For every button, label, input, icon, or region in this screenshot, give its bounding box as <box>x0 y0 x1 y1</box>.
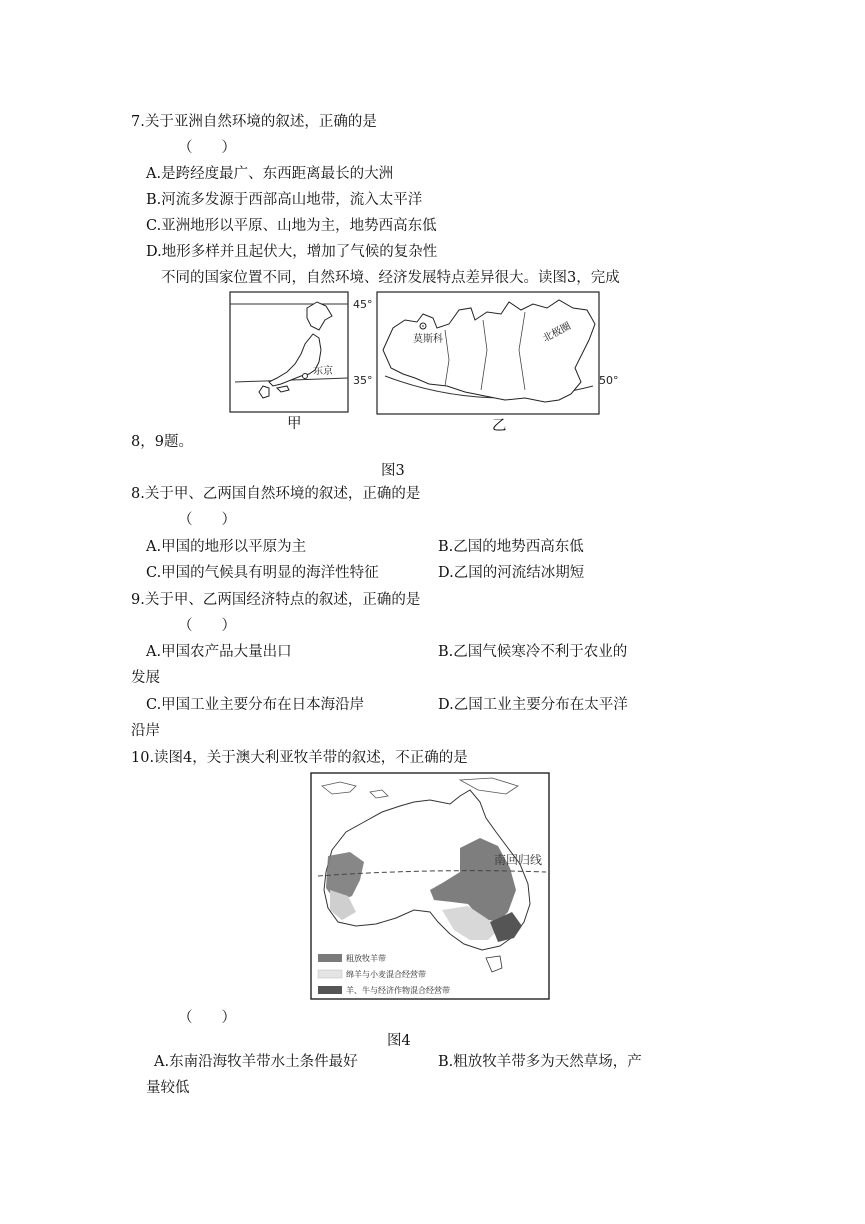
figure3-yi-label: 乙 <box>492 418 507 434</box>
legend-swatch-sheep-cattle-crops <box>318 986 342 994</box>
q8-option-d: D.乙国的河流结冰期短 <box>438 565 585 581</box>
figure3-caption: 图3 <box>381 463 405 479</box>
q10-option-b-continued: 量较低 <box>146 1080 190 1096</box>
legend-label-sheep-cattle-crops: 羊、牛与经济作物混合经营带 <box>346 986 450 995</box>
q9-option-d: D.乙国工业主要分布在太平洋 <box>438 697 628 713</box>
legend-label-sheep-wheat: 绵羊与小麦混合经营带 <box>346 970 426 979</box>
lat-35-label: 35° <box>353 374 373 387</box>
lat-45-label: 45° <box>353 298 373 311</box>
q7-option-c: C.亚洲地形以平原、山地为主，地势西高东低 <box>146 218 437 234</box>
lat-50-label: 50° <box>599 374 619 387</box>
q10-answer-paren: （ ） <box>178 1010 236 1026</box>
q7-option-a: A.是跨经度最广、东西距离最长的大洲 <box>146 166 394 182</box>
q8-option-c: C.甲国的气候具有明显的海洋性特征 <box>146 565 379 581</box>
figure3-map-yi <box>375 290 625 420</box>
q10-option-b: B.粗放牧羊带多为天然草场，产 <box>438 1054 642 1070</box>
q9-option-b-continued: 发展 <box>131 670 160 686</box>
q8-answer-paren: （ ） <box>178 512 236 528</box>
figure4-caption: 图4 <box>387 1033 411 1049</box>
q10-stem: 10.读图4，关于澳大利亚牧羊带的叙述，不正确的是 <box>131 750 468 766</box>
legend-swatch-extensive-grazing <box>318 954 342 962</box>
legend-swatch-sheep-wheat <box>318 970 342 978</box>
q8-option-b: B.乙国的地势西高东低 <box>438 539 584 555</box>
q7-option-b: B.河流多发源于西部高山地带，流入太平洋 <box>146 192 423 208</box>
q9-option-d-continued: 沿岸 <box>131 723 160 739</box>
q9-option-a: A.甲国农产品大量出口 <box>146 644 292 660</box>
arctic-circle-label: 北极圈 <box>541 320 573 345</box>
moscow-label: 莫斯科 <box>413 334 443 345</box>
intro-text: 不同的国家位置不同，自然环境、经济发展特点差异很大。读图3，完成 <box>161 270 620 286</box>
figure3-jia-label: 甲 <box>287 416 302 432</box>
tokyo-label: 东京 <box>313 366 333 377</box>
q10-option-a: A.东南沿海牧羊带水土条件最好 <box>154 1054 358 1070</box>
q9-answer-paren: （ ） <box>178 618 236 634</box>
q9-option-b: B.乙国气候寒冷不利于农业的 <box>438 644 628 660</box>
q8-stem: 8.关于甲、乙两国自然环境的叙述，正确的是 <box>131 486 421 502</box>
q7-stem: 7.关于亚洲自然环境的叙述，正确的是 <box>131 114 377 130</box>
figure4-australia-map <box>310 772 550 1000</box>
q8-option-a: A.甲国的地形以平原为主 <box>146 539 307 555</box>
tropic-of-capricorn-label: 南回归线 <box>494 853 543 867</box>
q7-option-d: D.地形多样并且起伏大，增加了气候的复杂性 <box>146 244 438 260</box>
q9-option-c: C.甲国工业主要分布在日本海沿岸 <box>146 697 365 713</box>
q9-stem: 9.关于甲、乙两国经济特点的叙述，正确的是 <box>131 592 421 608</box>
figure3-map-jia <box>229 290 379 430</box>
intro-text-continued: 8，9题。 <box>131 434 193 450</box>
q7-answer-paren: （ ） <box>178 140 236 156</box>
legend-label-extensive-grazing: 粗放牧羊带 <box>346 954 386 963</box>
